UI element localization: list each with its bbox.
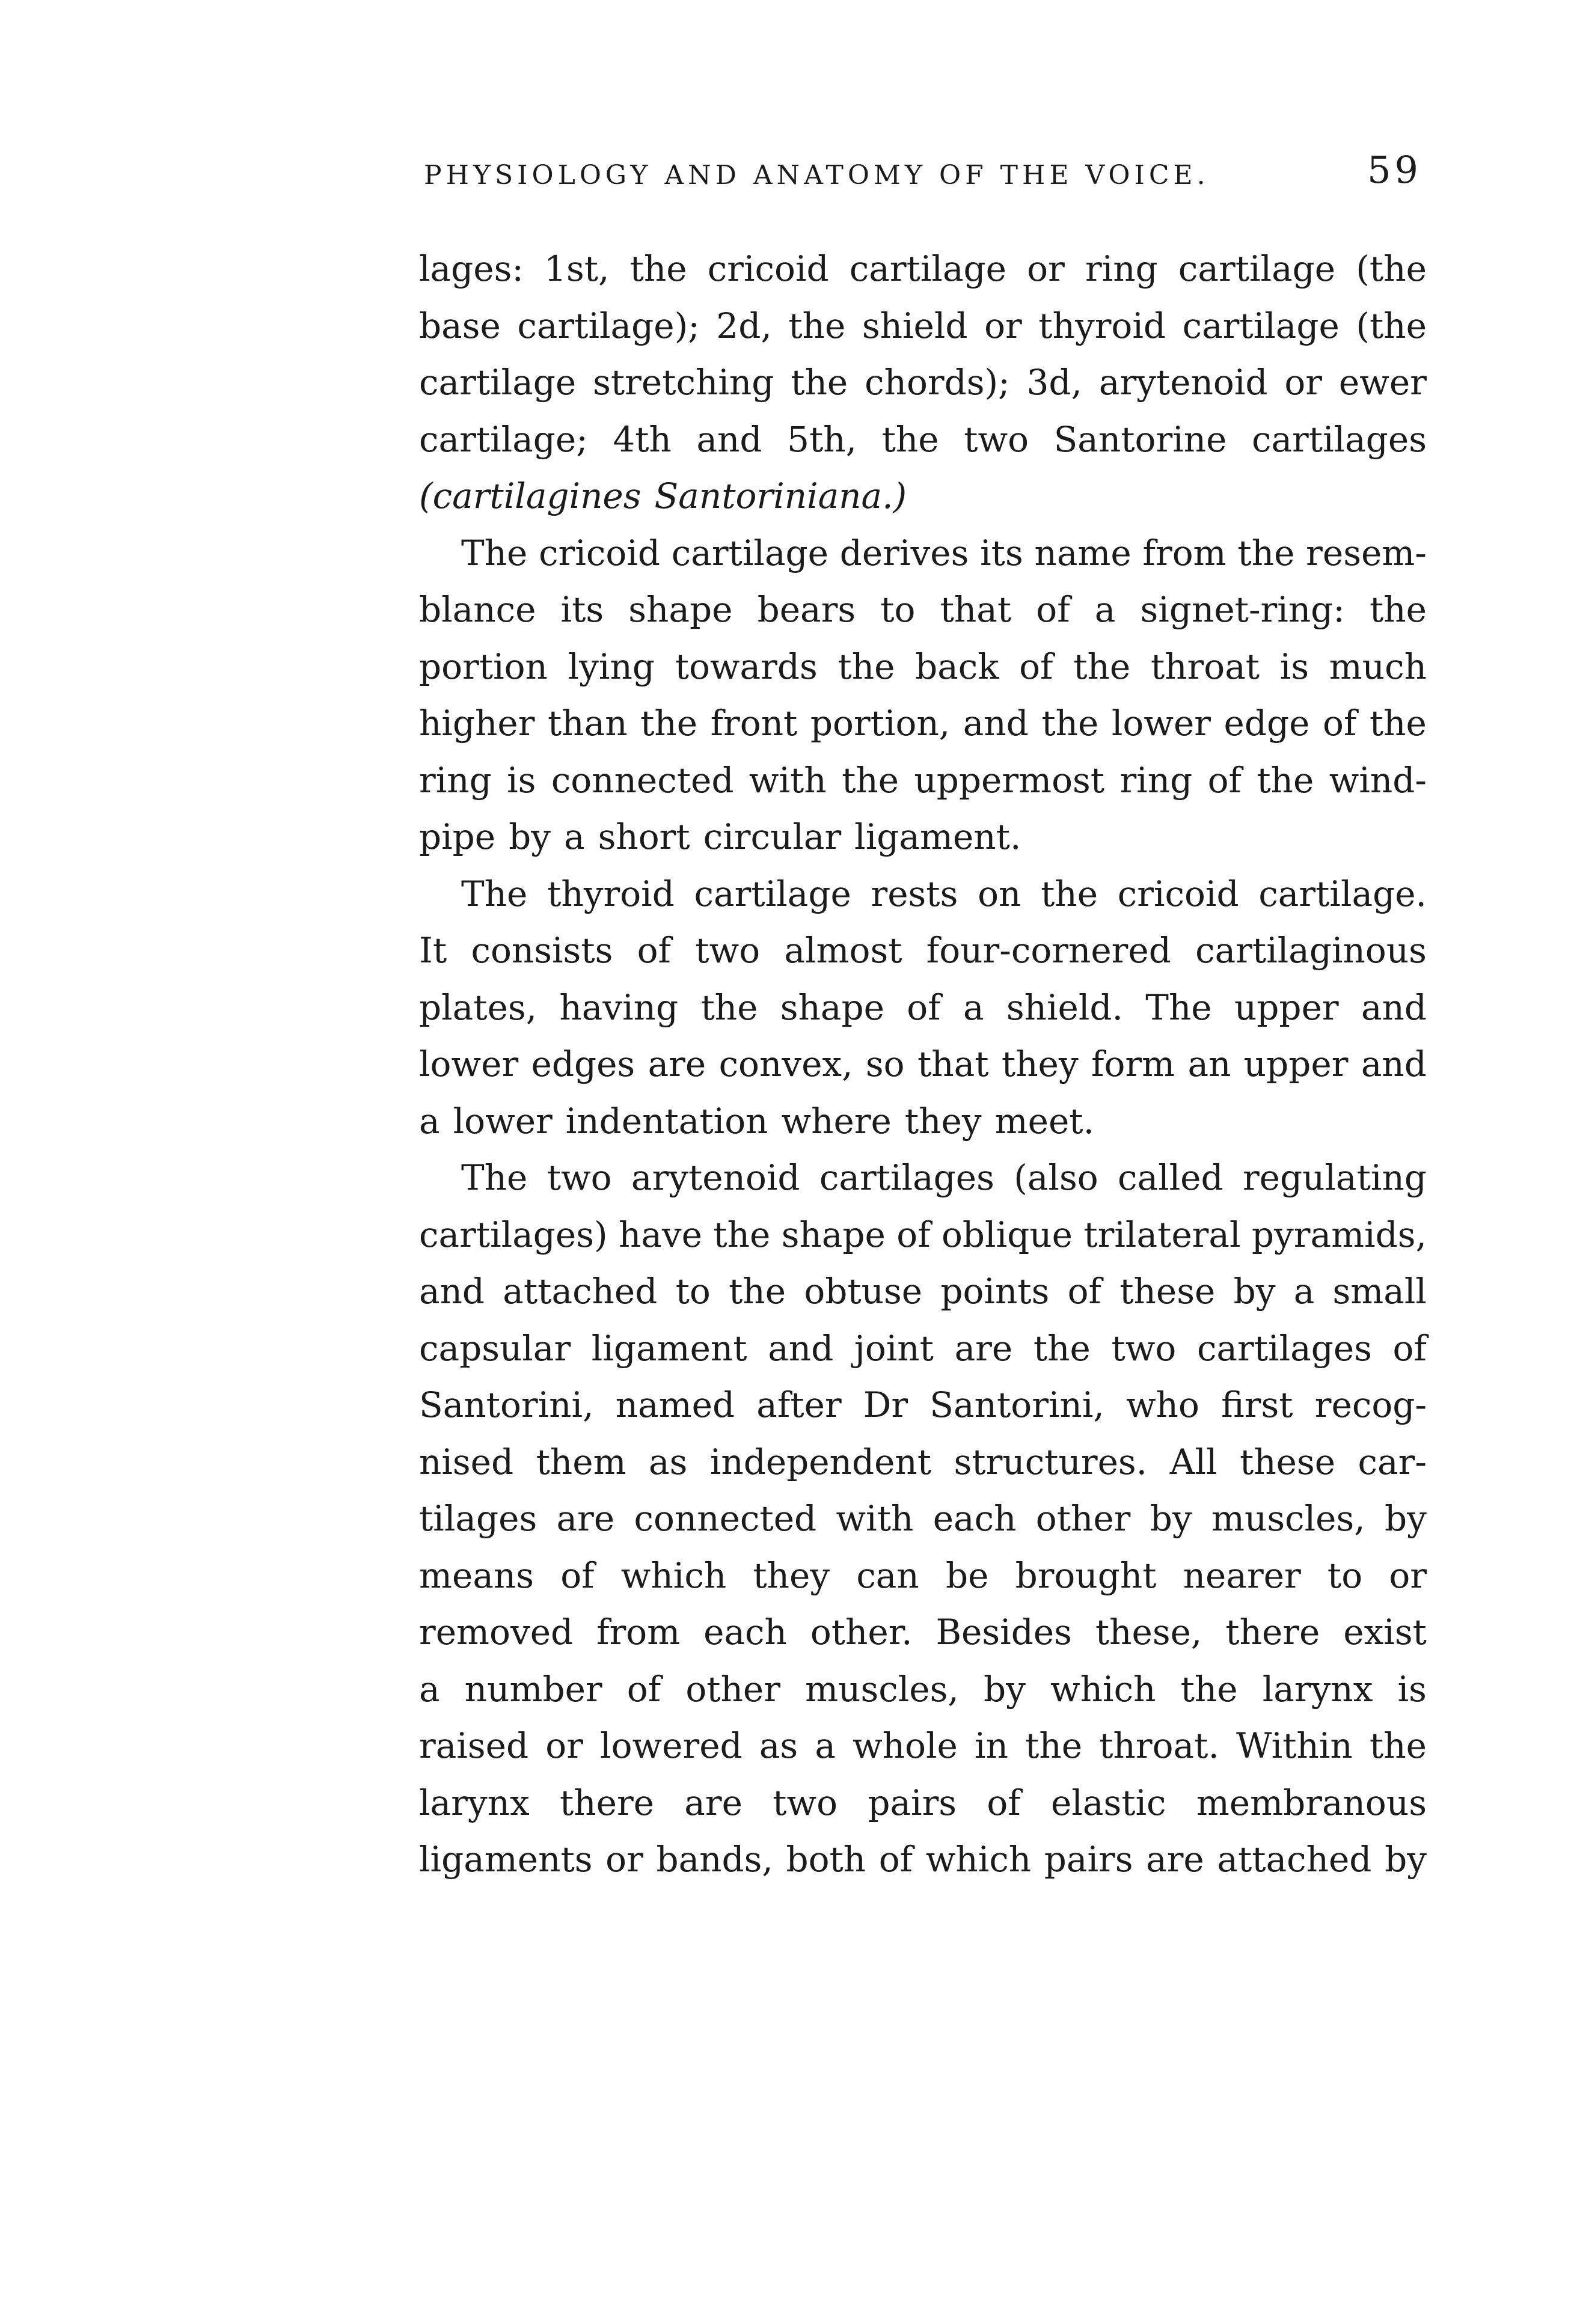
word: are <box>1146 1839 1204 1880</box>
word: attached <box>1217 1839 1372 1880</box>
word: whole <box>853 1725 958 1766</box>
word: arytenoid <box>1098 362 1268 403</box>
word: after <box>756 1384 842 1425</box>
word: much <box>1329 646 1427 687</box>
word: is <box>1397 1668 1427 1710</box>
word: of <box>626 1668 661 1710</box>
word: pipe <box>419 816 496 857</box>
word: derives <box>839 532 969 573</box>
text-line <box>419 1661 1427 1718</box>
word: upper <box>1243 1044 1349 1084</box>
word: 5th, <box>787 418 857 460</box>
paragraph <box>419 1149 1427 1888</box>
word: each <box>932 1498 1017 1539</box>
word: each <box>703 1612 787 1653</box>
word: named <box>615 1384 735 1425</box>
word: and <box>963 703 1029 744</box>
word: two <box>964 418 1029 460</box>
text-line <box>419 1775 1427 1832</box>
word: cartilage <box>671 532 828 573</box>
word: the <box>1237 532 1295 573</box>
word: having <box>559 986 679 1028</box>
text-line <box>419 1036 1427 1093</box>
word: by <box>1385 1498 1427 1539</box>
word: attached <box>503 1271 658 1312</box>
word: and <box>768 1327 834 1369</box>
word: All <box>1169 1441 1217 1482</box>
word: edges <box>531 1044 635 1084</box>
word: car- <box>1358 1441 1427 1482</box>
word: 1st, <box>544 248 610 289</box>
word: structures. <box>954 1441 1148 1482</box>
word: the <box>1073 646 1131 687</box>
word: Dr <box>863 1384 908 1425</box>
text-line <box>419 695 1427 752</box>
word: capsular <box>419 1327 571 1369</box>
word: two <box>1111 1327 1177 1369</box>
word: the <box>1180 1668 1238 1710</box>
word: pairs <box>1044 1839 1133 1880</box>
word: throat. <box>1099 1725 1219 1766</box>
running-title: PHYSIOLOGY AND ANATOMY OF THE VOICE. <box>424 160 1210 191</box>
word: than <box>547 703 628 744</box>
word: It <box>419 930 447 971</box>
word: ligament. <box>854 816 1021 857</box>
word: muscles, <box>805 1668 959 1710</box>
word: plates, <box>419 986 537 1028</box>
word: so <box>865 1044 905 1084</box>
word: The <box>461 1157 528 1198</box>
word: 3d, <box>1026 362 1082 403</box>
word: bands, <box>656 1839 773 1880</box>
word: cartilage <box>694 873 851 914</box>
text-line <box>419 1149 1427 1206</box>
word: raised <box>419 1725 529 1766</box>
word: front <box>710 703 798 744</box>
word: Santorini, <box>419 1384 594 1425</box>
word: (the <box>1356 248 1427 289</box>
text-line <box>419 1377 1427 1434</box>
word: Santorine <box>1053 418 1227 460</box>
text-line <box>419 1547 1427 1604</box>
text-line <box>419 1604 1427 1661</box>
word: ligaments <box>419 1839 593 1880</box>
word: they <box>1001 1044 1079 1084</box>
word: on <box>978 873 1021 914</box>
word: base <box>419 305 501 346</box>
word: of <box>560 1555 595 1596</box>
word: circular <box>703 816 842 857</box>
word: to <box>1327 1555 1363 1596</box>
word: a <box>1094 589 1116 630</box>
word: that <box>940 589 1012 630</box>
word: cartilage <box>1178 248 1336 289</box>
word: lying <box>568 646 655 687</box>
word: of <box>896 1214 931 1255</box>
word: (the <box>1356 305 1427 346</box>
word: a <box>1293 1271 1315 1312</box>
word: name <box>1034 532 1132 573</box>
word: with <box>836 1498 914 1539</box>
word: pairs <box>868 1782 957 1823</box>
word: 2d, <box>716 305 772 346</box>
word: lowered <box>600 1725 743 1766</box>
word: points <box>940 1271 1050 1312</box>
word: from <box>1142 532 1226 573</box>
word: regulating <box>1242 1157 1427 1198</box>
word: connected <box>634 1498 817 1539</box>
word: Santorini, <box>929 1384 1104 1425</box>
word: shield <box>862 305 968 346</box>
word: stretching <box>593 362 774 403</box>
text-line <box>419 525 1427 582</box>
word: thyroid <box>547 873 675 914</box>
word: the <box>788 305 846 346</box>
word: means <box>419 1555 534 1596</box>
word: Santoriniana.) <box>654 476 907 516</box>
word: they <box>904 1100 982 1142</box>
word: arytenoid <box>631 1157 800 1198</box>
word: of <box>1322 703 1357 744</box>
word: by <box>509 816 551 857</box>
text-line <box>419 354 1427 411</box>
word: cartilages <box>1251 418 1427 460</box>
word: called <box>1118 1157 1223 1198</box>
word: back <box>915 646 999 687</box>
word: throat <box>1150 646 1260 687</box>
word: the <box>629 248 687 289</box>
word: by <box>1233 1271 1276 1312</box>
word: them <box>536 1441 626 1482</box>
word: other. <box>810 1612 913 1653</box>
word: lower <box>1111 703 1211 744</box>
word: lages: <box>419 248 524 289</box>
word: first <box>1221 1384 1293 1425</box>
word: thyroid <box>1038 305 1166 346</box>
word: The <box>1145 986 1212 1028</box>
word: is <box>507 759 536 801</box>
text-line <box>419 638 1427 696</box>
word: towards <box>675 646 818 687</box>
word: cartilage); <box>517 305 700 346</box>
word: other <box>685 1668 780 1710</box>
word: and <box>419 1271 485 1312</box>
word: cricoid <box>539 532 660 573</box>
word: chords); <box>865 362 1010 403</box>
running-head <box>424 149 1422 203</box>
text-line <box>419 1320 1427 1377</box>
word: its <box>560 589 604 630</box>
word: the <box>1369 589 1427 630</box>
word: or <box>1389 1555 1427 1596</box>
word: to <box>675 1271 711 1312</box>
word: that <box>917 1044 989 1084</box>
word: are <box>556 1498 615 1539</box>
word: by <box>1385 1839 1427 1880</box>
word: by <box>983 1668 1026 1710</box>
word: obtuse <box>804 1271 923 1312</box>
word: other <box>1035 1498 1131 1539</box>
word: cartilage. <box>1258 873 1427 914</box>
word: its <box>980 532 1023 573</box>
word: where <box>781 1100 892 1142</box>
word: as <box>649 1441 688 1482</box>
word: the <box>842 759 899 801</box>
paragraph <box>419 240 1427 525</box>
word: brought <box>1015 1555 1157 1596</box>
word: the <box>1041 703 1099 744</box>
word: cricoid <box>707 248 829 289</box>
word: recog- <box>1314 1384 1427 1425</box>
word: two <box>773 1782 838 1823</box>
text-line <box>419 581 1427 638</box>
word: of <box>1067 1271 1102 1312</box>
word: signet-ring: <box>1140 589 1345 630</box>
text-line <box>419 922 1427 979</box>
word: they <box>753 1555 830 1596</box>
word: and <box>696 418 762 460</box>
word: ring <box>1085 248 1158 289</box>
word: lower <box>453 1100 553 1142</box>
word: a <box>419 1100 440 1142</box>
word: have <box>618 1214 703 1255</box>
word: blance <box>419 589 536 630</box>
word: by <box>1150 1498 1192 1539</box>
word: a <box>564 816 585 857</box>
paragraph <box>419 866 1427 1150</box>
word: Besides <box>936 1612 1072 1653</box>
word: meet. <box>994 1100 1095 1142</box>
word: number <box>464 1668 602 1710</box>
word: there <box>559 1782 654 1823</box>
word: in <box>975 1725 1008 1766</box>
word: or <box>984 305 1022 346</box>
word: connected <box>551 759 734 801</box>
word: the <box>881 418 939 460</box>
word: cricoid <box>1117 873 1239 914</box>
word: cartilages <box>1196 1327 1372 1369</box>
word: The <box>461 873 528 914</box>
word: which <box>1050 1668 1156 1710</box>
word: uppermost <box>914 759 1105 801</box>
text-line <box>419 1263 1427 1320</box>
word: the <box>1369 703 1427 744</box>
word: or <box>545 1725 583 1766</box>
word: the <box>791 362 848 403</box>
word: small <box>1332 1271 1427 1312</box>
word: the <box>1257 759 1314 801</box>
word: tilages <box>419 1498 537 1539</box>
text-line <box>419 866 1427 923</box>
text-line <box>419 1093 1427 1150</box>
word: of <box>1036 589 1070 630</box>
word: elastic <box>1050 1782 1166 1823</box>
word: cartilage <box>1182 305 1340 346</box>
word: which <box>925 1839 1032 1880</box>
word: ring <box>1119 759 1193 801</box>
word: cartilage <box>849 248 1007 289</box>
word: nised <box>419 1441 514 1482</box>
word: the <box>1041 873 1098 914</box>
word: wind- <box>1329 759 1427 801</box>
word: joint <box>854 1327 934 1369</box>
word: larynx <box>419 1782 530 1823</box>
word: as <box>759 1725 798 1766</box>
word: short <box>598 816 690 857</box>
text-line <box>419 1831 1427 1888</box>
text-line <box>419 411 1427 468</box>
text-line <box>419 752 1427 809</box>
word: the <box>1369 1725 1427 1766</box>
word: indentation <box>565 1100 768 1142</box>
word: form <box>1091 1044 1175 1084</box>
word: cartilage <box>419 362 577 403</box>
text-line <box>419 298 1427 355</box>
word: or <box>605 1839 643 1880</box>
word: four-cornered <box>926 930 1171 971</box>
word: these, <box>1095 1612 1202 1653</box>
word: exist <box>1343 1612 1427 1653</box>
word: ring <box>419 759 492 801</box>
word: ligament <box>591 1327 747 1369</box>
text-line <box>419 1434 1427 1491</box>
word: are <box>954 1327 1013 1369</box>
word: a <box>419 1668 440 1710</box>
word: two <box>695 930 761 971</box>
word: portion, <box>810 703 951 744</box>
word: trilateral <box>1083 1214 1241 1255</box>
text-line <box>419 240 1427 298</box>
word: almost <box>784 930 902 971</box>
word: an <box>1187 1044 1231 1084</box>
word: a <box>963 986 984 1028</box>
word: Within <box>1236 1725 1353 1766</box>
word: larynx <box>1262 1668 1373 1710</box>
word: is <box>1279 646 1309 687</box>
word: the <box>1033 1327 1091 1369</box>
word: shield. <box>1006 986 1123 1028</box>
word: of <box>1019 646 1053 687</box>
word: of <box>637 930 672 971</box>
word: which <box>620 1555 727 1596</box>
word: membranous <box>1196 1782 1427 1823</box>
word: a <box>815 1725 836 1766</box>
word: consists <box>471 930 613 971</box>
word: or <box>1027 248 1065 289</box>
page-number: 59 <box>1367 148 1422 192</box>
word: muscles, <box>1211 1498 1365 1539</box>
word: portion <box>419 646 548 687</box>
word: with <box>749 759 827 801</box>
word: 4th <box>613 418 672 460</box>
word: lower <box>419 1044 519 1084</box>
word: the <box>713 1214 771 1255</box>
word: bears <box>757 589 856 630</box>
word: nearer <box>1183 1555 1301 1596</box>
word: oblique <box>942 1214 1073 1255</box>
word: ewer <box>1338 362 1427 403</box>
word: pyramids, <box>1251 1214 1427 1255</box>
paragraph <box>419 525 1427 866</box>
word: and <box>1361 986 1427 1028</box>
word: from <box>596 1612 681 1653</box>
word: edge <box>1223 703 1310 744</box>
word: these <box>1119 1271 1216 1312</box>
word: shape <box>628 589 733 630</box>
word: of <box>987 1782 1021 1823</box>
word: the <box>1025 1725 1083 1766</box>
word: there <box>1225 1612 1320 1653</box>
text-line <box>419 1717 1427 1775</box>
text-line <box>419 809 1427 866</box>
word: removed <box>419 1612 574 1653</box>
word: the <box>838 646 895 687</box>
word: two <box>547 1157 612 1198</box>
word: cartilage; <box>419 418 588 460</box>
word: or <box>1284 362 1323 403</box>
text-line <box>419 1490 1427 1547</box>
word: (also <box>1014 1157 1098 1198</box>
word: resem- <box>1306 532 1427 573</box>
word: and <box>1361 1044 1427 1084</box>
word: shape <box>781 1214 886 1255</box>
word: can <box>856 1555 919 1596</box>
word: these <box>1240 1441 1336 1482</box>
text-line <box>419 468 1427 525</box>
word: the <box>729 1271 786 1312</box>
word: of <box>878 1839 913 1880</box>
word: cartilages) <box>419 1214 608 1255</box>
word: convex, <box>718 1044 853 1084</box>
word: of <box>1207 759 1242 801</box>
word: the <box>700 986 758 1028</box>
word: who <box>1126 1384 1199 1425</box>
word: (cartilagines <box>419 476 642 516</box>
text-line <box>419 979 1427 1036</box>
text-line <box>419 1206 1427 1264</box>
word: the <box>640 703 698 744</box>
word: higher <box>419 703 535 744</box>
word: The <box>461 532 528 573</box>
word: cartilaginous <box>1195 930 1427 971</box>
word: both <box>786 1839 866 1880</box>
body-text <box>419 240 1427 1888</box>
word: of <box>907 986 941 1028</box>
word: cartilages <box>819 1157 994 1198</box>
word: shape <box>780 986 884 1028</box>
word: are <box>684 1782 743 1823</box>
word: be <box>945 1555 989 1596</box>
word: to <box>880 589 916 630</box>
word: are <box>648 1044 706 1084</box>
word: upper <box>1234 986 1339 1028</box>
word: rests <box>871 873 958 914</box>
word: of <box>1392 1327 1427 1369</box>
word: independent <box>709 1441 932 1482</box>
